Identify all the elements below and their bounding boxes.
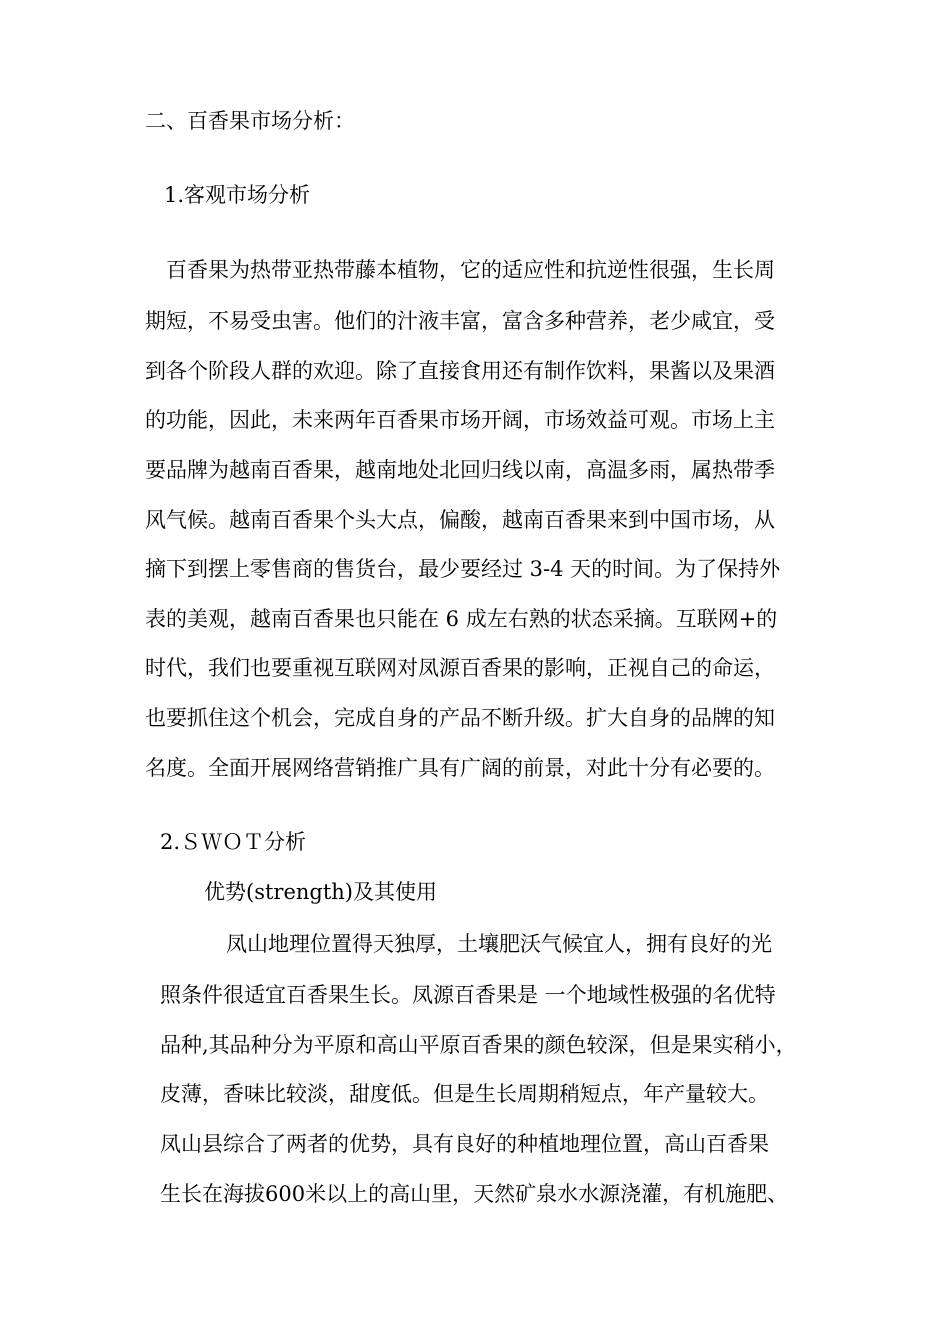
paragraph-line: 凤山地理位置得天独厚，土壤肥沃气候宜人，拥有良好的光 xyxy=(226,932,772,956)
paragraph-line: 到各个阶段人群的欢迎。除了直接食用还有制作饮料，果酱以及果酒 xyxy=(145,359,775,383)
paragraph-line: 名度。全面开展网络营销推广具有广阔的前景，对此十分有必要的。 xyxy=(145,756,775,780)
paragraph-line: 照条件很适宜百香果生长。凤源百香果是 一个地域性极强的名优特 xyxy=(160,983,776,1007)
paragraph-line: 生长在海拔600米以上的高山里，天然矿泉水水源浇灌，有机施肥、 xyxy=(160,1182,789,1206)
strength-heading: 优势(strength)及其使用 xyxy=(204,880,437,904)
paragraph-line: 风气候。越南百香果个头大点，偏酸，越南百香果来到中国市场，从 xyxy=(145,508,775,532)
paragraph-line: 摘下到摆上零售商的售货台，最少要经过 3-4 天的时间。为了保持外 xyxy=(145,557,781,581)
paragraph-line: 凤山县综合了两者的优势，具有良好的种植地理位置，高山百香果 xyxy=(160,1132,769,1156)
paragraph-line: 百香果为热带亚热带藤本植物，它的适应性和抗逆性很强，生长周 xyxy=(166,258,775,282)
paragraph-line: 品种,其品种分为平原和高山平原百香果的颜色较深，但是果实稍小， xyxy=(160,1033,797,1057)
paragraph-line: 表的美观，越南百香果也只能在 6 成左右熟的状态采摘。互联网+的 xyxy=(145,607,778,631)
section-heading: 二、百香果市场分析： xyxy=(145,109,355,133)
subsection-heading-market-analysis: 1.客观市场分析 xyxy=(164,183,311,207)
paragraph-line: 的功能，因此，未来两年百香果市场开阔，市场效益可观。市场上主 xyxy=(145,408,775,432)
subsection-heading-swot: 2.ＳＷＯＴ分析 xyxy=(160,830,307,854)
paragraph-line: 期短，不易受虫害。他们的汁液丰富，富含多种营养，老少咸宜，受 xyxy=(145,309,775,333)
paragraph-line: 时代，我们也要重视互联网对凤源百香果的影响，正视自己的命运， xyxy=(145,656,775,680)
paragraph-line: 也要抓住这个机会，完成自身的产品不断升级。扩大自身的品牌的知 xyxy=(145,706,775,730)
paragraph-line: 皮薄，香味比较淡，甜度低。但是生长周期稍短点，年产量较大。 xyxy=(160,1082,769,1106)
paragraph-line: 要品牌为越南百香果，越南地处北回归线以南，高温多雨，属热带季 xyxy=(145,458,775,482)
